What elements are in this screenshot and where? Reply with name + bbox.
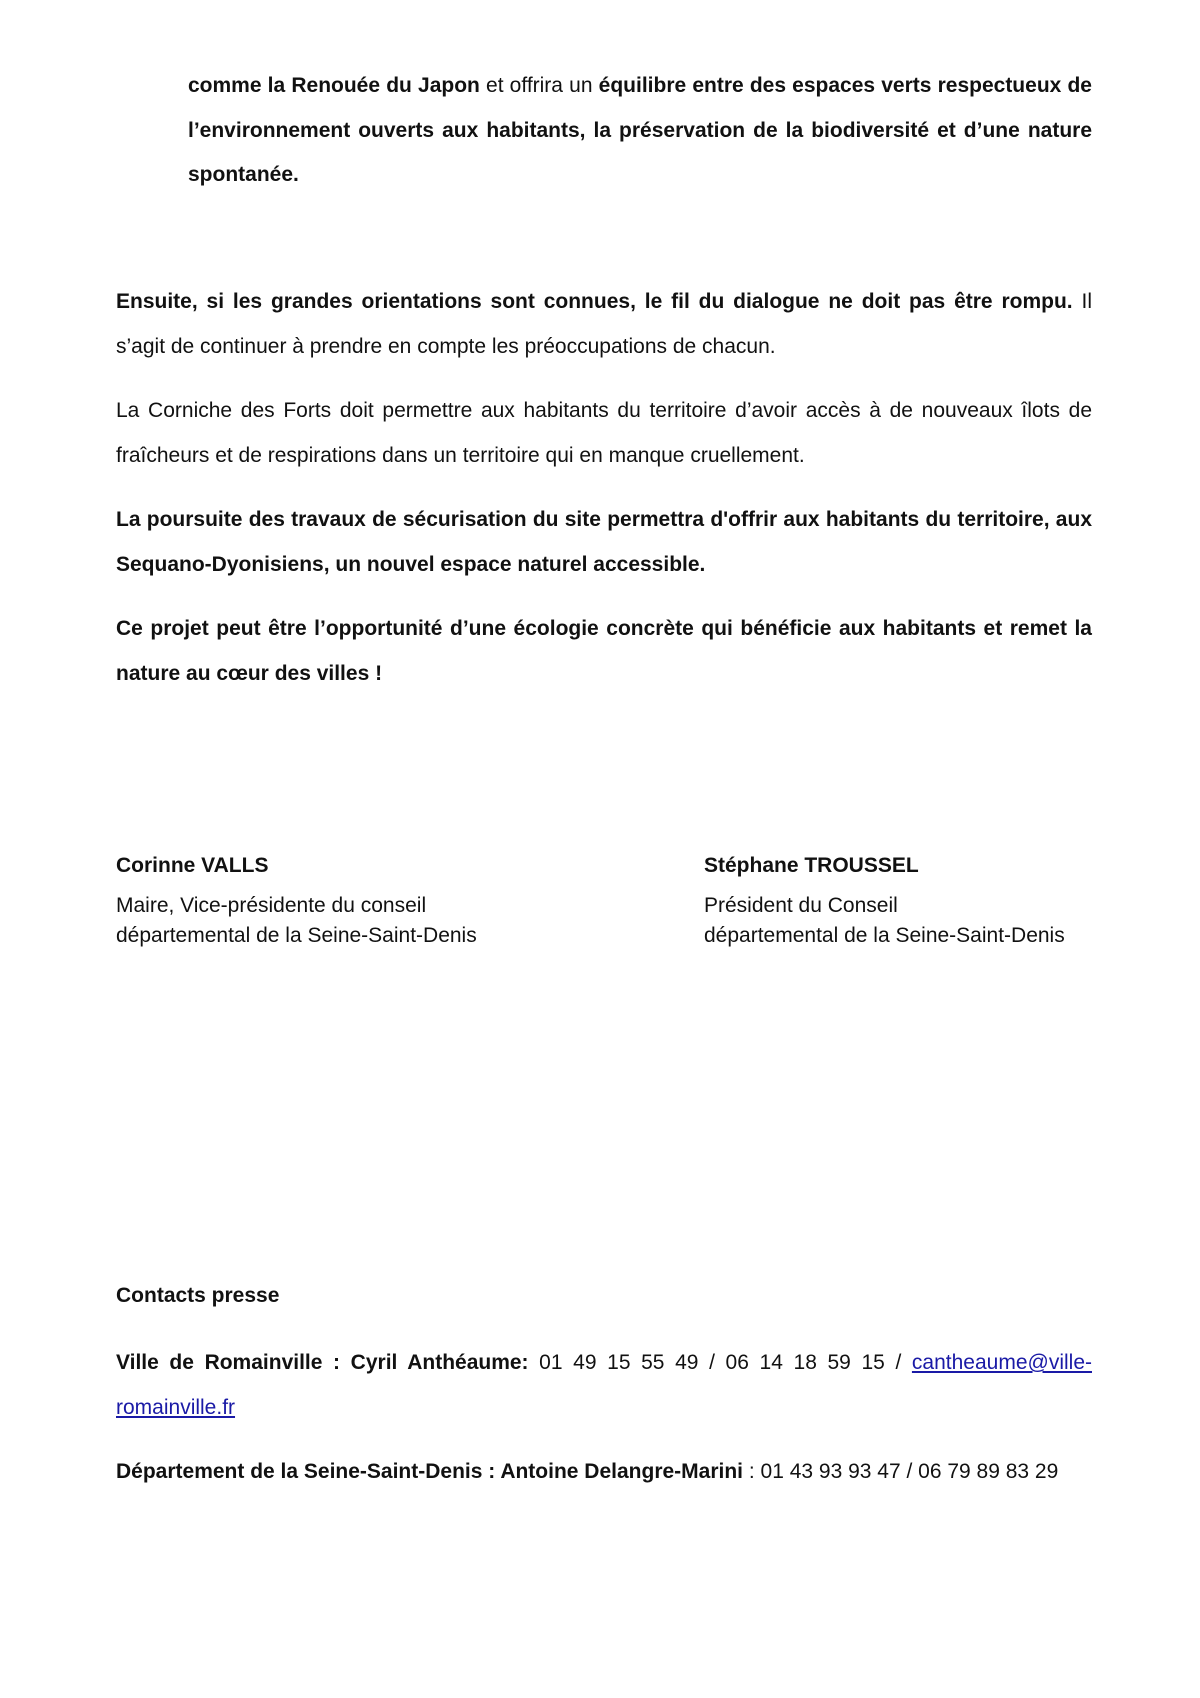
signatory-role-line: Président du Conseil <box>704 894 898 917</box>
contact-label: Ville de Romainville : Cyril Anthéaume: <box>116 1351 529 1374</box>
signatory-role-line: départemental de la Seine-Saint-Denis <box>116 924 477 947</box>
text: La Corniche des Forts doit permettre aux habitants du territoire d’avoir accès à de nouveaux îlots de fraîcheurs et de respirations dans un territoire qui en manque cruellement. <box>116 399 1092 467</box>
bold-text: Ce projet peut être l’opportunité d’une écologie concrète qui bénéficie aux habitants et remet la nature au cœur des villes ! <box>116 617 1092 685</box>
paragraph-renouee <box>188 64 1092 198</box>
signatory-role-line: départemental de la Seine-Saint-Denis <box>704 924 1065 947</box>
bold-text: La poursuite des travaux de sécurisation du site permettra d'offrir aux habitants du territoire, aux Sequano-Dyonisiens, un nouvel espace naturel accessible. <box>116 508 1092 576</box>
contact-phones: : 01 43 93 93 47 / 06 79 89 83 29 <box>743 1460 1059 1483</box>
contact-phones: 01 49 15 55 49 / 06 14 18 59 15 / <box>528 1351 912 1374</box>
text: Il s’agit de continuer à prendre en compte les préoccupations de chacun. <box>116 290 1092 358</box>
bold-text: Ensuite, si les grandes orientations sont connues, le fil du dialogue ne doit pas être rompu. <box>116 290 1073 313</box>
contacts-title: Contacts presse <box>116 1284 280 1307</box>
signatory-role-line: Maire, Vice-présidente du conseil <box>116 894 427 917</box>
paragraph-corniche <box>116 389 1092 478</box>
email-link[interactable]: cantheaume@ville-romainville.fr <box>116 1351 1092 1419</box>
paragraph-projet <box>116 607 1092 696</box>
signature-right <box>704 851 1065 951</box>
bold-text: comme la Renouée du Japon <box>188 74 480 97</box>
paragraph-securisation <box>116 498 1092 587</box>
signatory-name: Stéphane TROUSSEL <box>704 854 919 877</box>
contact-label: Département de la Seine-Saint-Denis : Antoine Delangre-Marini <box>116 1460 744 1483</box>
contact-romainville <box>116 1341 1092 1430</box>
bold-text: équilibre entre des espaces verts respectueux de l’environnement ouverts aux habitants, la préservation de la biodiversité et d’une nature spontanée. <box>188 74 1092 186</box>
paragraph-dialogue <box>116 280 1092 369</box>
signature-left <box>116 851 477 951</box>
signatory-name: Corinne VALLS <box>116 854 269 877</box>
text: et offrira un <box>479 74 599 97</box>
contact-departement <box>116 1450 1092 1495</box>
